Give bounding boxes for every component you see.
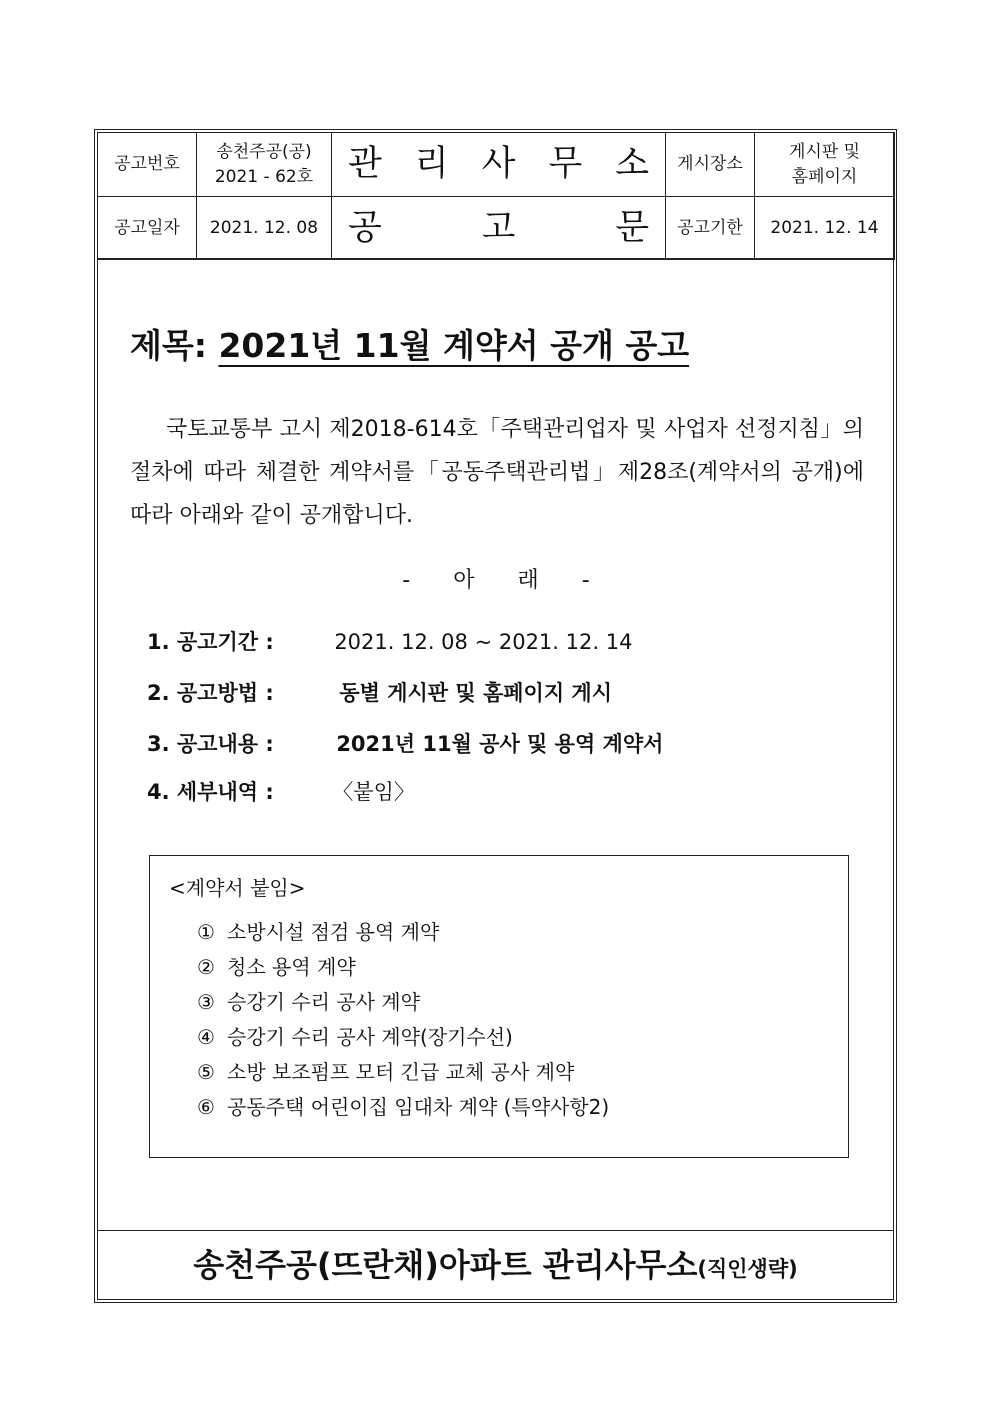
- attachment-item: [197, 1020, 609, 1055]
- item-value: 동별 게시판 및 홈페이지 게시: [339, 681, 612, 705]
- item-method: [147, 677, 612, 707]
- item-detail: [147, 776, 415, 806]
- notice-deadline-value: 2021. 12. 14: [755, 197, 895, 260]
- attachment-number: ①: [197, 920, 215, 944]
- document-title: [130, 320, 689, 367]
- attachment-number: ②: [197, 955, 215, 979]
- below-marker: [0, 563, 992, 594]
- notice-title: [332, 197, 666, 260]
- item-label: 4. 세부내역 :: [147, 780, 274, 804]
- item-value: 〈붙임〉: [332, 780, 415, 804]
- attachment-text: 소방 보조펌프 모터 긴급 교체 공사 계약: [227, 1060, 575, 1084]
- item-period: [147, 626, 632, 656]
- below-marker-dash: -: [402, 568, 411, 593]
- notice-number-line1: 송천주공(공): [216, 141, 312, 162]
- below-marker-char: 아: [453, 568, 475, 593]
- attachment-text: 소방시설 점검 용역 계약: [227, 920, 440, 944]
- attachment-item: [197, 985, 609, 1020]
- posting-place-value: [755, 133, 895, 197]
- notice-date-value: 2021. 12. 08: [197, 197, 332, 260]
- office-title-char: 관: [348, 144, 382, 184]
- attachment-text: 승강기 수리 공사 계약(장기수선): [227, 1025, 513, 1049]
- footer-office-name: 송천주공(뜨란채)아파트 관리사무소: [193, 1246, 698, 1284]
- footer-seal-note: (직인생략): [697, 1257, 798, 1281]
- item-content: [147, 728, 663, 758]
- attachment-number: ④: [197, 1025, 215, 1049]
- posting-place-label: 게시장소: [666, 133, 755, 197]
- attachment-number: ⑤: [197, 1060, 215, 1084]
- posting-place-line2: 홈페이지: [791, 166, 858, 187]
- attachment-number: ③: [197, 990, 215, 1014]
- office-title-char: 사: [481, 144, 516, 184]
- attachment-number: ⑥: [197, 1095, 215, 1119]
- office-title-char: 무: [548, 144, 583, 184]
- header-divider: [97, 258, 894, 259]
- body-text: 국토교통부 고시 제2018-614호「주택관리업자 및 사업자 선정지침」의 절차에 따라 체결한 계약서를「공동주택관리법」제28조(계약서의 공개)에 따라 아래와 같이 공개합니다.: [130, 417, 864, 528]
- attachment-text: 청소 용역 계약: [227, 955, 356, 979]
- office-title: [332, 133, 666, 197]
- notice-number-line2: 2021 - 62호: [214, 166, 314, 187]
- notice-number-value: [197, 133, 332, 197]
- notice-deadline-label: 공고기한: [666, 197, 755, 260]
- title-text: 2021년 11월 계약서 공개 공고: [218, 326, 690, 365]
- notice-date-label: 공고일자: [98, 197, 197, 260]
- footer-signature: [97, 1240, 894, 1296]
- item-label: 3. 공고내용 :: [147, 732, 274, 756]
- attachment-list: [197, 915, 609, 1125]
- notice-title-char: 고: [481, 207, 516, 248]
- below-marker-dash: -: [581, 568, 590, 593]
- office-title-char: 리: [414, 144, 449, 184]
- attachment-item: [197, 950, 609, 985]
- item-value: 2021. 12. 08 ~ 2021. 12. 14: [334, 630, 633, 654]
- notice-header-table: [97, 132, 895, 260]
- title-prefix: 제목:: [130, 326, 219, 365]
- attachment-text: 승강기 수리 공사 계약: [227, 990, 420, 1014]
- notice-title-char: 문: [615, 207, 649, 248]
- item-value: 2021년 11월 공사 및 용역 계약서: [336, 732, 664, 756]
- footer-divider: [97, 1230, 894, 1231]
- item-label: 1. 공고기간 :: [147, 630, 274, 654]
- item-label: 2. 공고방법 :: [147, 681, 274, 705]
- body-paragraph: [130, 408, 864, 537]
- office-title-char: 소: [615, 144, 649, 184]
- attachment-item: [197, 915, 609, 950]
- posting-place-line1: 게시판 및: [788, 141, 861, 162]
- below-marker-char: 래: [517, 568, 539, 593]
- notice-number-label: 공고번호: [98, 133, 197, 197]
- attachment-text: 공동주택 어린이집 임대차 계약 (특약사항2): [227, 1095, 610, 1119]
- attachment-heading: <계약서 붙임>: [169, 876, 306, 900]
- attachment-item: [197, 1090, 609, 1125]
- notice-title-char: 공: [348, 207, 382, 248]
- attachment-item: [197, 1055, 609, 1090]
